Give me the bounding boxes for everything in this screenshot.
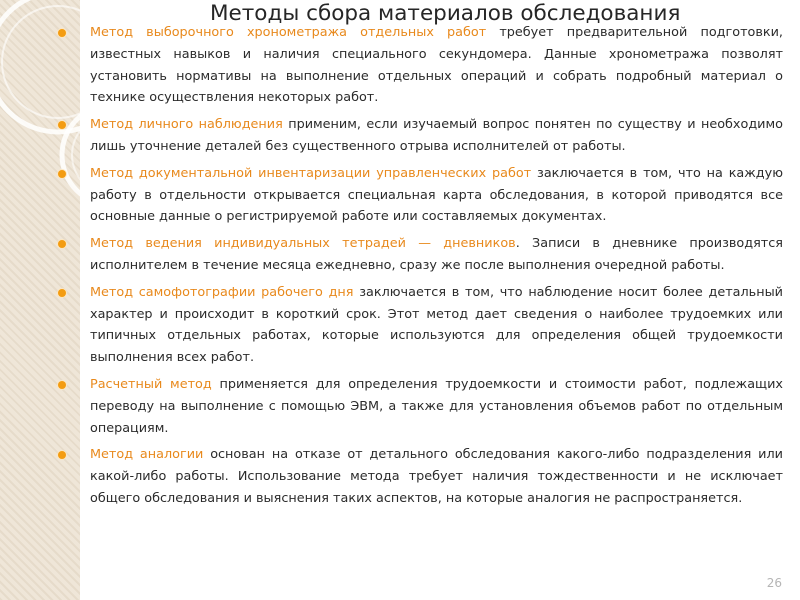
- method-name: Метод выборочного хронометража отдельных работ: [90, 25, 487, 40]
- method-name: Метод личного наблюдения: [90, 117, 283, 133]
- method-name: Метод аналогии: [90, 447, 204, 463]
- method-description: применяется для определения трудоемкости и стоимости работ, подлежащих переводу на выполнение с помощью ЭВМ, а также для установления объемов работ по отдельным операциям.: [90, 376, 783, 436]
- list-item: [90, 233, 783, 277]
- method-name: Метод документальной инвентаризации управленческих работ: [90, 165, 532, 181]
- list-item: [90, 163, 783, 228]
- list-item: [90, 444, 783, 509]
- method-description: основан на отказе от детального обследования какого-либо подразделения или какой-либо работы. Использование метода требует наличия тождественности и не исключает общего обследования и выяснения таких аспектов, на которые аналогия не распространяется.: [90, 447, 783, 506]
- method-description: заключается в том, что на каждую работу в отдельности открывается специальная карта обследования, в которой приводятся все основные данные о регистрируемой работе или составляемых документах.: [90, 165, 783, 225]
- methods-list: [90, 22, 783, 515]
- method-description: заключается в том, что наблюдение носит более детальный характер и происходит в короткий срок. Этот метод дает сведения о наиболее трудоемких или типичных отдельных работах, которые используются для определения общей трудоемкости выполнения всех работ.: [90, 284, 784, 366]
- list-item: [90, 282, 783, 369]
- bullet-icon: [58, 29, 66, 37]
- method-description: требует предварительной подготовки, известных навыков и наличия специального секундомера. Данные хронометража позволят установить нормативы на выполнение отдельных операций и собрать подробный материал о технике осуществления некоторых работ.: [90, 25, 784, 106]
- list-item: [90, 114, 783, 158]
- method-name: Метод самофотографии рабочего дня: [90, 284, 354, 300]
- method-description: применим, если изучаемый вопрос понятен по существу и необходимо лишь уточнение деталей без существенного отрыва исполнителей от работы.: [90, 117, 783, 154]
- page-number: 26: [766, 576, 782, 590]
- method-name: Расчетный метод: [90, 376, 212, 392]
- slide-title: Методы сбора материалов обследования: [210, 1, 681, 26]
- list-item: [90, 374, 783, 439]
- list-item: [90, 22, 783, 109]
- method-name: Метод ведения индивидуальных тетрадей — дневников: [90, 236, 516, 252]
- bullet-icon: [58, 381, 66, 389]
- bullet-icon: [58, 170, 66, 178]
- method-description: . Записи в дневнике производятся исполнителем в течение месяца ежедневно, сразу же после выполнения очередной работы.: [90, 236, 783, 273]
- bullet-icon: [58, 289, 66, 297]
